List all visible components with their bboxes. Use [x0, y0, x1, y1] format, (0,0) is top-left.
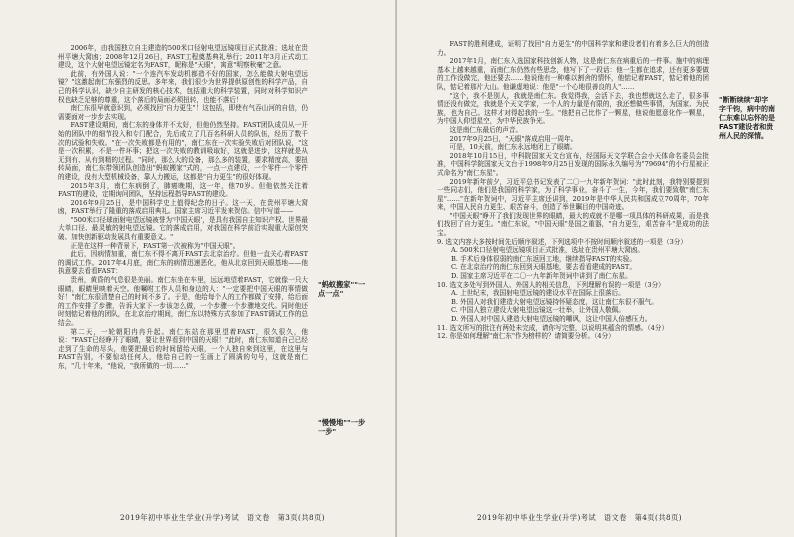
- paragraph: 此后，因病情加重，南仁东不得不离开FAST去北京治疗。但他一直关心着FAST的调试工作。2017年4月底，南仁东的病情迅速恶化，他从北京回到天眼基地——他执意要去看看FAST：: [58, 250, 308, 276]
- paragraph: 这是南仁东最后的声音。: [449, 125, 523, 134]
- question-stem: 12. 你是如何理解"南仁东"作为榜样的？请简要分析。（4分）: [437, 332, 615, 341]
- paragraph: 此前，有外国人说："一个连汽车发动机都造不好的国家，怎么能做大射电望远镜？"这激起南仁东强烈的反思。多年来，我们很少为世界提供原创性的科学产品，自己的科学认识，缺少自主研发的核心技术，包括重大的科学装置，同时对科学知识产权也缺乏足够的尊重，这个落后的局面必须扭转，也能不落后！: [58, 69, 308, 104]
- question-stem: 11. 选文所写的批注有两处未完成，请你写完整，以说明其蕴含的情感。（4分）: [437, 323, 669, 332]
- left-text-column: [58, 44, 308, 371]
- question-stem: 9. 选文内容大多按时间先后顺序叙述，下列选项中不按时间顺序叙述的一项是（3分）: [437, 237, 687, 246]
- page-footer: 2019年初中毕业生学业(升学)考试 语文卷 第4页(共8页): [477, 513, 683, 522]
- paragraph: 2017年1月，南仁东入选国家科技创新人物，这是南仁东在病重后的一件事。施中的病理基本上越来越重，而南仁东仍然有些思念，他写下了一段话：他一生都在追求，还有更多要做的工作没做完，他还要去……他说他有一种难以割舍的情怀，他惦记着FAST，惦记着他的团队，惦记着那片大山。他谦虚地说：他是"一个心地很善良的人"……: [437, 57, 709, 91]
- paragraph: FAST建设期间，南仁东的身体并不太好，但他仍然坚持。FAST团队成员从一开始的团队中的细节投入和专门配合，先后成立了几百名科研人员的队伍，经历了数千次的试验和失败。"在一次失败都是有用的"，南仁东在一次实验失败后对团队说，"这是一次积累，不是一件坏事；把这一次失败的教训吸取好，这就是进步，这样就是从无到有、从有到精的过程。"同时，那么大的设备，那么多的装置，要求精度高，要扭转局面，南仁东带领团队创造出"蚂蚁搬家"式的，一点一点建设，一个零件一个零件的建设，没有大型机械设备，靠人力搬运，这都是"自力更生"的很好体现。: [58, 121, 308, 181]
- paragraph: "中国天眼"睁开了我们发现世界的眼睛，最大的成就不是哪一项具体的科研成果，而是我们找回了自力更生。"南仁东说，"中国天眼"是国之重器，"自力更生，艰苦奋斗"是成功的法宝。: [437, 211, 709, 238]
- question-option: C. 中国人独立建设大射电望远镜这一壮举，让外国人敬佩。: [451, 306, 625, 315]
- paragraph: 2015年3月，南仁东病倒了，肺癌晚期，这一年，他70岁。但他依然关注着FAST的建设，定期询问团队，坚持远程指导FAST的建设。: [58, 181, 308, 199]
- paragraph: 2019年新年前夕，习近平总书记发表了二〇一九年新年贺词："此时此刻，我特别要提到一些同志们，他们是我国的科学家，为了科学事业，奋斗了一生，今年，我们要致敬"南仁东星"……"在新年贺词中，习近平主席还讲到，2019年是中华人民共和国成立70周年，70年来，中国人民自力更生、艰苦奋斗，创造了举世瞩目的中国奇迹。: [437, 177, 709, 212]
- right-page: [397, 0, 794, 537]
- paragraph: "这个，我不是别人，我就是南仁东。我觉得我，会活下去，我也想就这么走了，很多事情还没有做完，我就是个天文学家，一个人的力量是有限的，我还想做些事情，为国家、为民族，也为自己。这样才对得起我的一生。"他把自己比作了一颗星，他说他愿意化作一颗星，为中国人仰望星空，为中华民族争光。: [437, 91, 709, 126]
- paragraph: 2006年，由我国独立自主建造的500米口径射电望远镜项目正式批准；选址在贵州平塘大窝凼；2008年12月26日，FAST工程奠基典礼举行；2011年3月正式动工建设，这个大射电望远镜定名为FAST，昵称是"天眼"，寓意"明察秋毫"之意。: [58, 44, 308, 70]
- paragraph: 可是，10天前，南仁东永远地闭上了眼睛。: [449, 143, 577, 152]
- question-option: D. 国家主席习近平在二〇一九年新年贺词中讲到了南仁东星。: [451, 272, 632, 281]
- question-option: A. 上世纪末，我国射电望远镜的建设水平在国际上很落后。: [451, 289, 625, 298]
- paragraph: 正是在这样一种背景下，FAST第一次被称为"中国天眼"。: [70, 241, 240, 250]
- right-text-column: [437, 40, 709, 341]
- paragraph: 第二天，一轮朝阳冉冉升起。南仁东站在那里望着FAST，很久很久，他说："FAST已经睁开了眼睛，要让世界看到中国的天眼！"此时，南仁东知道自己已经走到了生命的尽头，他要把最后的时间留给天眼，一个人独自来到这里，在这里与FAST告别，不要惊动任何人，他给自己的一生画上了圆满的句号，这就是南仁东，"几十年来，"他说，"我所做的一切……": [58, 327, 308, 370]
- margin-note: "断断续续"却字字千钧，病中的南仁东难以忘怀的是FAST建设者和贵州人民的深情。: [719, 96, 775, 140]
- paragraph: 2016年9月25日，是中国科学史上值得纪念的日子。这一天，在贵州平塘大窝凼，FAST举行了隆重的落成启用典礼。国家主席习近平发来贺信。信中写道——: [58, 198, 308, 216]
- paragraph: "500米口径球面射电望远镜被誉为'中国天眼'，是具有我国自主知识产权、世界最大单口径、最灵敏的射电望远镜。它的落成启用，对我国在科学前沿实现重大原创突破、加快创新驱动发展具有重要意义。": [58, 215, 308, 242]
- paragraph: 南仁东很早就意识到，必须找回"自力更生"！这包括，即使有气吞山河的自信，仍需要面对一步步去实现。: [58, 104, 308, 121]
- paragraph: FAST的胜利建成，证明了找回"自力更生"的中国科学家和建设者们有着多么巨大的创造力。: [437, 40, 709, 57]
- question-option: A. 500米口径射电望远镜项目正式批准，选址在贵州平塘大窝凼。: [451, 246, 644, 255]
- question-option: C. 在北京治疗的南仁东回到天眼基地，要去看看建成的FAST。: [451, 263, 636, 272]
- question-option: D. 外国人对中国人建造大射电望远镜的嘲讽，这让中国人倍感压力。: [451, 315, 652, 323]
- paragraph: 2018年10月15日，中科院国家天文台宣布，经国际天文学联合会小天体命名委员会批准，中国科学院国家天文台于1998年9月25日发现的国际永久编号为"79694"的小行星被正式命名为"南仁东星"。: [437, 151, 709, 177]
- margin-note: "蚂蚁搬家""一点一点": [318, 280, 366, 298]
- page-footer: 2019年初中毕业生学业(升学)考试 语文卷 第3页(共8页): [120, 513, 326, 522]
- question-stem: 10. 选文多处写到外国人、外国人的相关信息，下列理解有误的一项是（3分）: [437, 280, 665, 289]
- margin-note: "慢慢地""一步一步": [318, 418, 366, 436]
- question-option: B. 外国人对我们建造大射电望远镜持怀疑态度，这让南仁东很不服气。: [451, 297, 658, 306]
- paragraph: 2017年9月25日，"天眼"落成启用一周年。: [449, 134, 578, 143]
- question-option: B. 手术后身体很弱的南仁东返回工地，继续指导FAST的实验。: [451, 254, 636, 263]
- paragraph: 贵州，黄昏的气息很是美丽。南仁东坐在车里，远远地望着FAST，它就像一只大眼睛，眼睛里映着天空。他嘱咐工作人员和身边的人："一定要把中国天眼的事情做好！"南仁东很清楚自己的时间不多了。于是，他给每个人的工作都做了安排，给后面的工作安排了步骤，告诉大家下一步该怎么做，一个步骤一个步骤地交代。同时他还时刻惦记着他的团队，在北京治疗期间，南仁东以特殊方式参加了FAST调试工作的总结会。: [58, 276, 308, 327]
